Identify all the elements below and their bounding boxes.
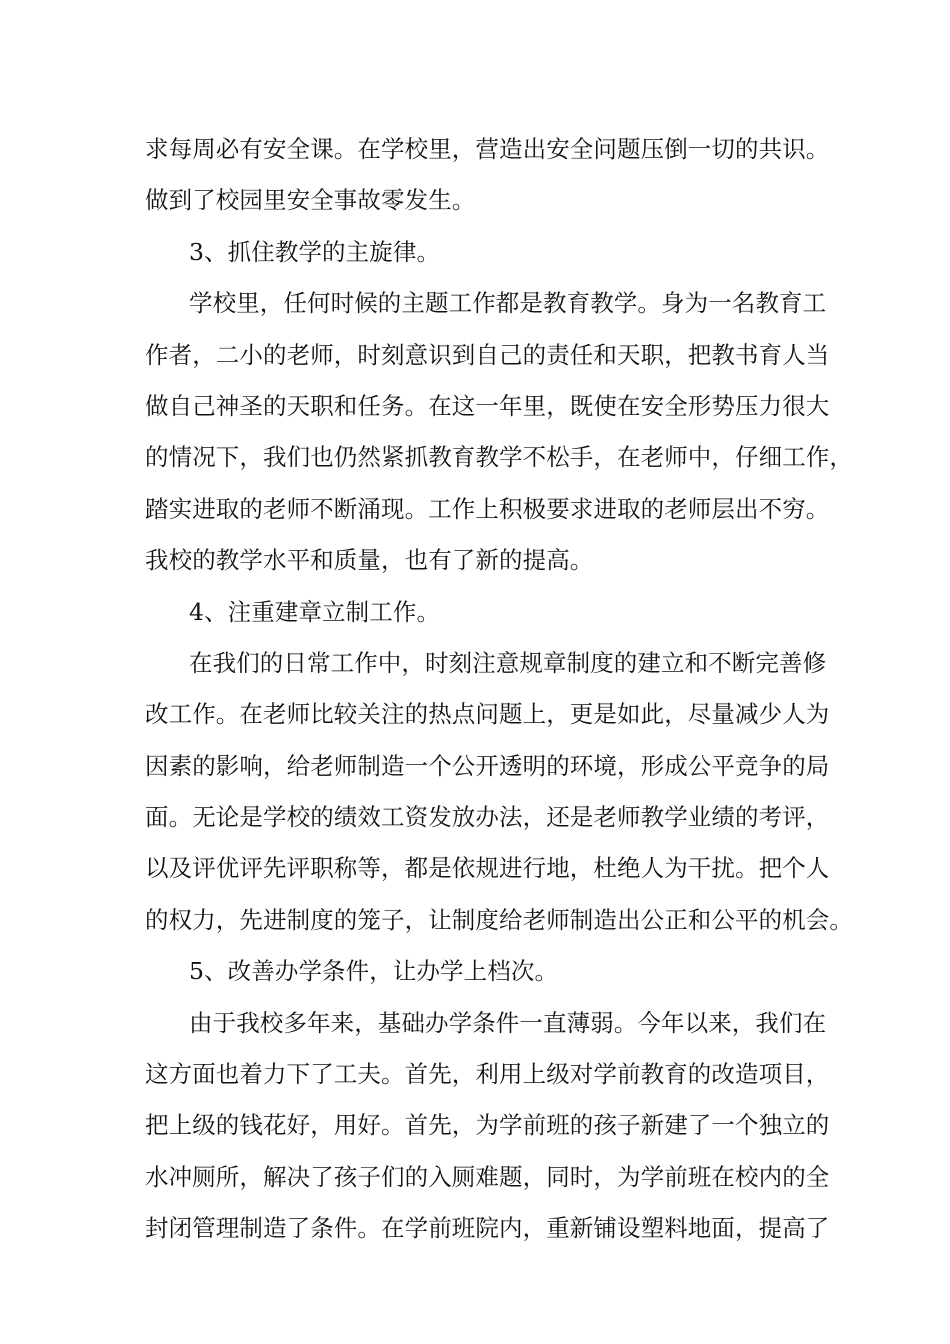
paragraph-start: 在我们的日常工作中，时刻注意规章制度的建立和不断完善修	[189, 648, 827, 677]
text-line: 封闭管理制造了条件。在学前班院内，重新铺设塑料地面，提高了	[145, 1214, 830, 1243]
text-line: 以及评优评先评职称等，都是依规进行地，杜绝人为干扰。把个人	[145, 854, 830, 883]
text-line: 的权力，先进制度的笼子，让制度给老师制造出公正和公平的机会。	[145, 905, 853, 934]
text-line: 改工作。在老师比较关注的热点问题上，更是如此，尽量减少人为	[145, 700, 830, 729]
paragraph-start: 学校里，任何时候的主题工作都是教育教学。身为一名教育工	[189, 289, 827, 318]
text-line: 踏实进取的老师不断涌现。工作上积极要求进取的老师层出不穷。	[145, 494, 830, 523]
document-body	[145, 124, 853, 1255]
text-line: 这方面也着力下了工夫。首先，利用上级对学前教育的改造项目，	[145, 1060, 830, 1089]
text-line: 我校的教学水平和质量，也有了新的提高。	[145, 546, 594, 575]
text-line: 面。无论是学校的绩效工资发放办法，还是老师教学业绩的考评，	[145, 803, 830, 832]
text-line: 把上级的钱花好，用好。首先，为学前班的孩子新建了一个独立的	[145, 1111, 830, 1140]
text-line: 做自己神圣的天职和任务。在这一年里，既使在安全形势压力很大	[145, 391, 830, 420]
section-heading-4: 4、注重建章立制工作。	[189, 597, 441, 626]
text-line: 水冲厕所，解决了孩子们的入厕难题，同时，为学前班在校内的全	[145, 1162, 830, 1191]
text-line: 的情况下，我们也仍然紧抓教育教学不松手，在老师中，仔细工作，	[145, 443, 853, 472]
text-line: 因素的影响，给老师制造一个公开透明的环境，形成公平竞争的局	[145, 751, 830, 780]
paragraph-start: 由于我校多年来，基础办学条件一直薄弱。今年以来，我们在	[189, 1008, 827, 1037]
text-line: 做到了校园里安全事故零发生。	[145, 186, 476, 215]
section-heading-5: 5、改善办学条件，让办学上档次。	[189, 957, 559, 986]
section-heading-3: 3、抓住教学的主旋律。	[189, 237, 441, 266]
text-line: 作者，二小的老师，时刻意识到自己的责任和天职，把教书育人当	[145, 340, 830, 369]
text-line: 求每周必有安全课。在学校里，营造出安全问题压倒一切的共识。	[145, 135, 830, 163]
